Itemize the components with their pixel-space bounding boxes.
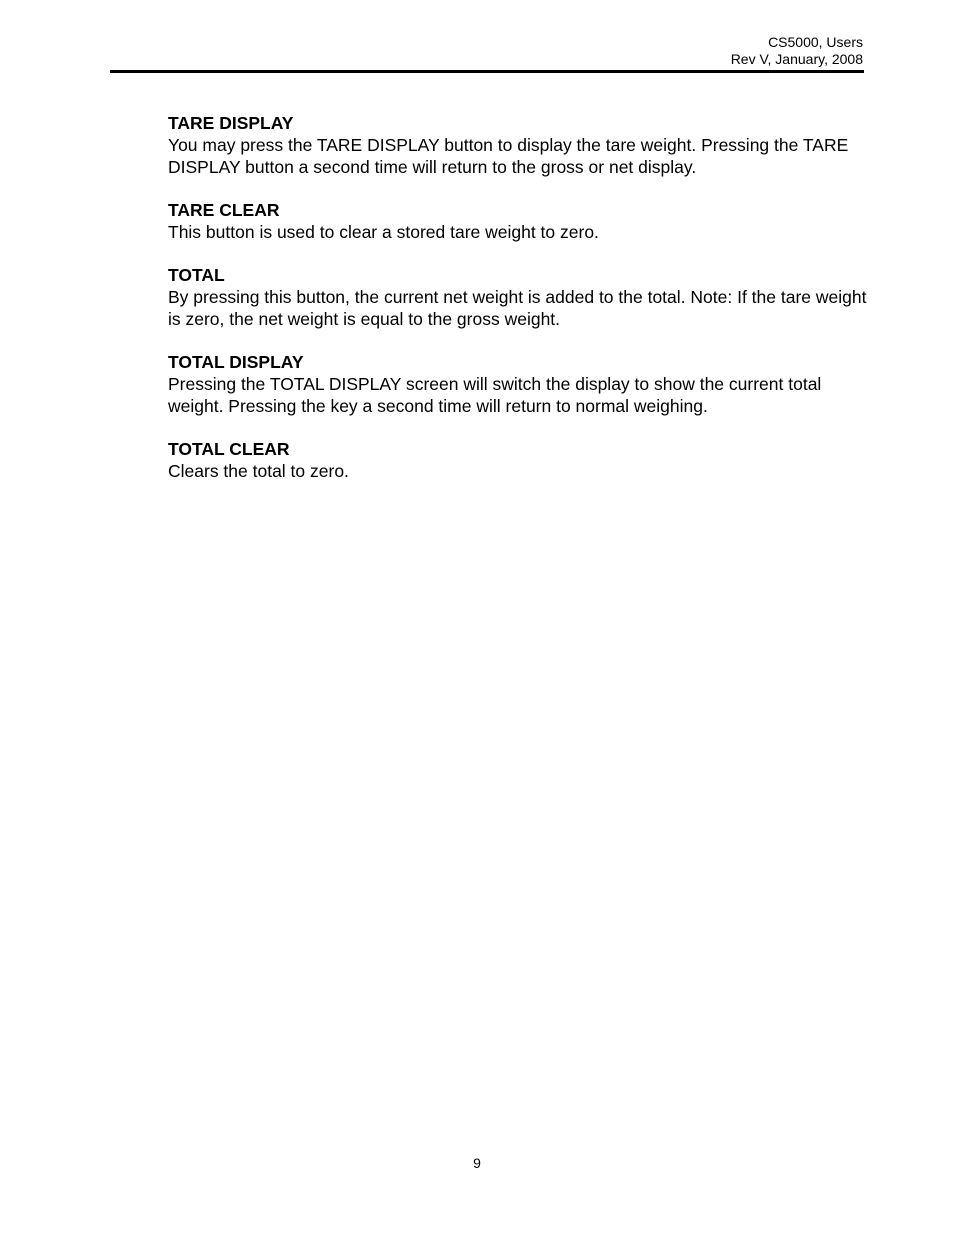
section-tare-display <box>168 112 868 178</box>
header-document-title: CS5000, Users <box>768 34 863 50</box>
section-tare-clear <box>168 199 868 243</box>
section-body: By pressing this button, the current net weight is added to the total. Note: If the tare weight is zero, the net weight is equal to the gross weight. <box>168 287 867 329</box>
header-rule <box>110 70 864 73</box>
header-revision: Rev V, January, 2008 <box>730 51 863 67</box>
page-header <box>731 34 863 68</box>
section-heading: TOTAL CLEAR <box>168 439 290 459</box>
section-heading: TARE CLEAR <box>168 200 280 220</box>
section-total <box>168 264 868 330</box>
section-total-clear <box>168 438 868 482</box>
section-body: You may press the TARE DISPLAY button to display the tare weight. Pressing the TARE DISPLAY button a second time will return to the gross or net display. <box>168 135 849 177</box>
section-heading: TOTAL <box>168 265 225 285</box>
section-heading: TOTAL DISPLAY <box>168 352 304 372</box>
section-total-display <box>168 351 868 417</box>
page-number: 9 <box>473 1155 481 1171</box>
section-body: This button is used to clear a stored tare weight to zero. <box>168 222 599 242</box>
section-body: Clears the total to zero. <box>168 461 349 481</box>
document-body <box>168 112 868 503</box>
section-heading: TARE DISPLAY <box>168 113 294 133</box>
section-body: Pressing the TOTAL DISPLAY screen will switch the display to show the current total weight. Pressing the key a second time will return to normal weighing. <box>168 374 822 416</box>
